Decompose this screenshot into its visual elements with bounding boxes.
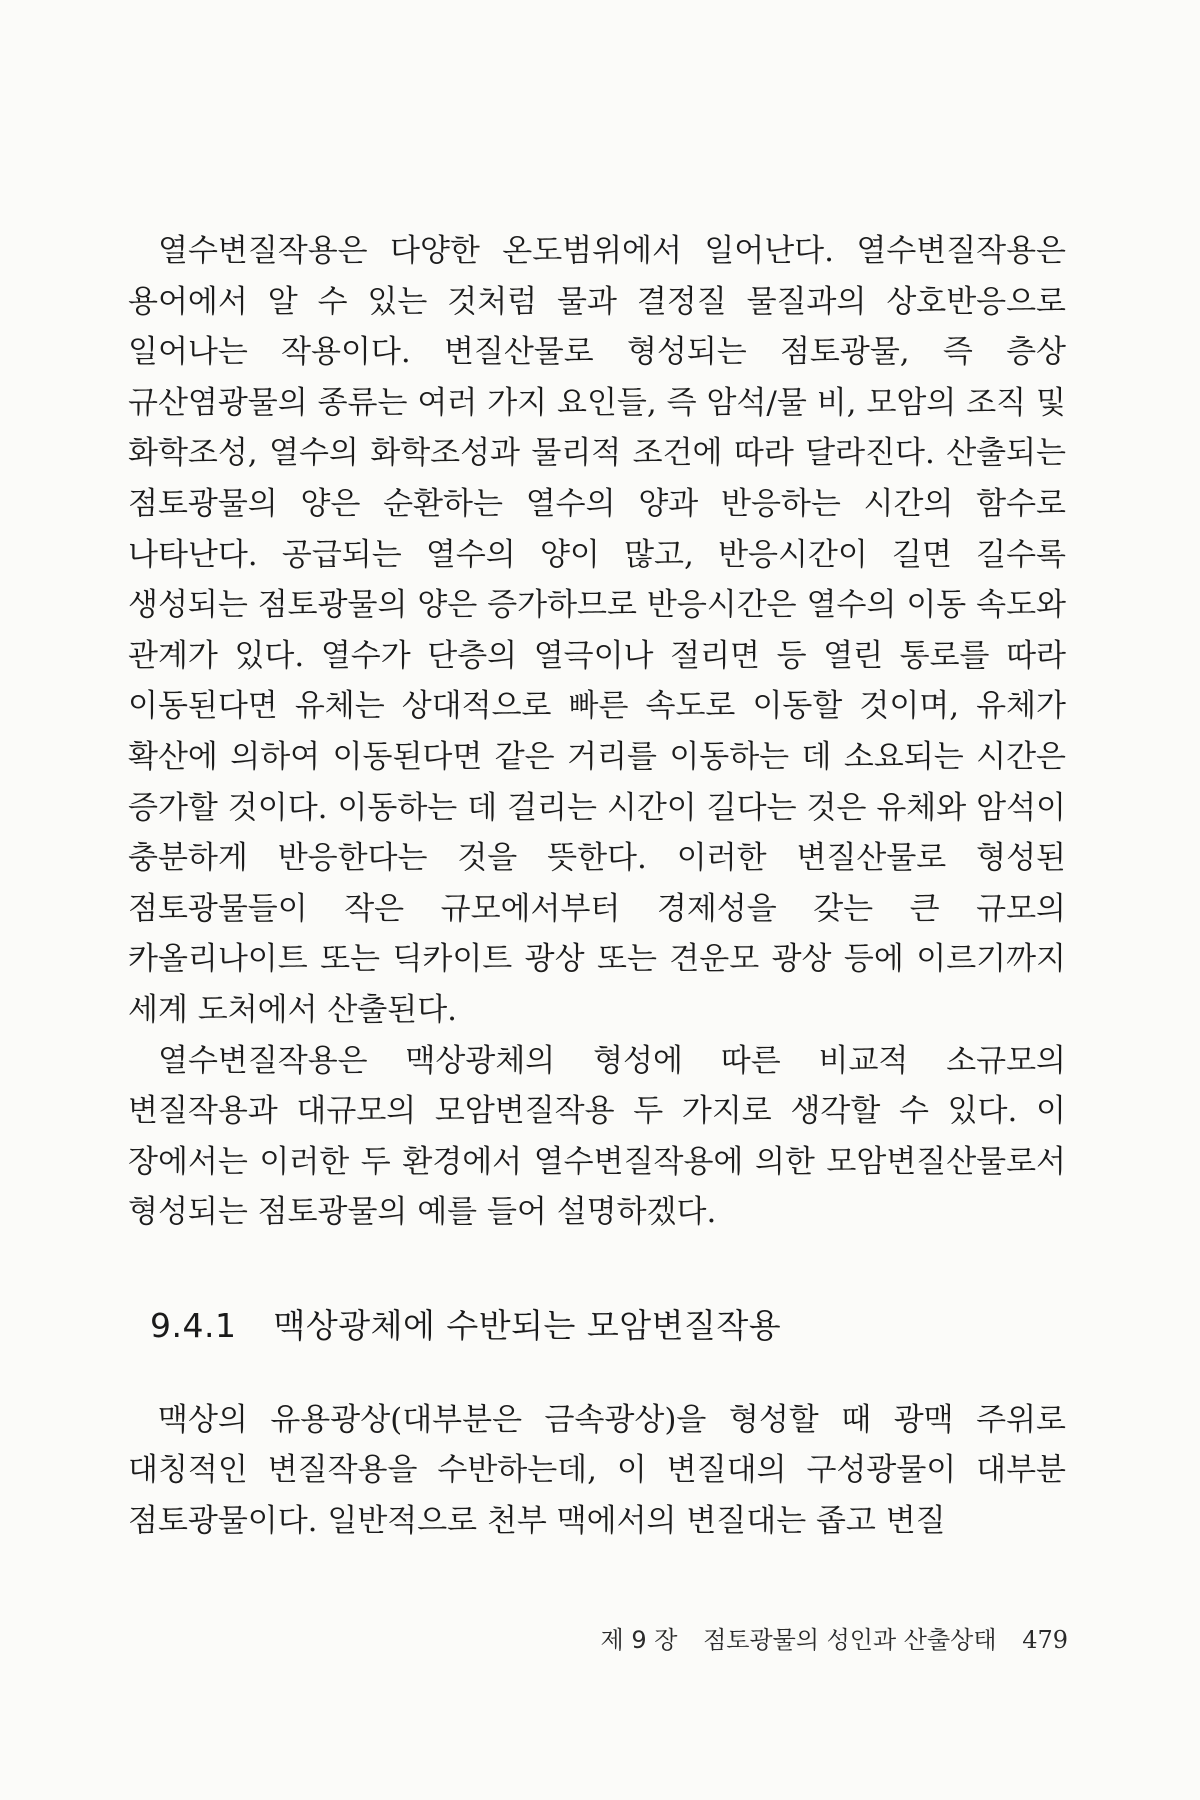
footer-chapter: 제 9 장 bbox=[600, 1626, 678, 1654]
page-footer bbox=[601, 1620, 1068, 1655]
section-number: 9.4.1 bbox=[150, 1305, 237, 1345]
paragraph-vein-alteration: 맥상의 유용광상(대부분은 금속광상)을 형성할 때 광맥 주위로 대칭적인 변질작용을 수반하는데, 이 변질대의 구성광물이 대부분 점토광물이다. 일반적으로 천부 맥에서의 변질대는 좁고 변질 bbox=[128, 1401, 1066, 1540]
section-title: 맥상광체에 수반되는 모암변질작용 bbox=[273, 1305, 782, 1345]
footer-title: 점토광물의 성인과 산출상태 bbox=[703, 1626, 997, 1654]
page-body bbox=[128, 226, 1066, 1547]
section-paragraphs bbox=[128, 1395, 1066, 1547]
section-heading bbox=[150, 1300, 1066, 1347]
intro-paragraphs bbox=[128, 226, 1066, 1238]
paragraph-alteration-types: 열수변질작용은 맥상광체의 형성에 따른 비교적 소규모의 변질작용과 대규모의 모암변질작용 두 가지로 생각할 수 있다. 이 장에서는 이러한 두 환경에서 열수변질작용에 의한 모암변질산물로서 형성되는 점토광물의 예를 들어 설명하겠다. bbox=[128, 1042, 1066, 1231]
page-number: 479 bbox=[1022, 1626, 1068, 1654]
paragraph-hydrothermal-alteration: 열수변질작용은 다양한 온도범위에서 일어난다. 열수변질작용은 용어에서 알 수 있는 것처럼 물과 결정질 물질과의 상호반응으로 일어나는 작용이다. 변질산물로 형성되는 점토광물, 즉 층상 규산염광물의 종류는 여러 가지 요인들, 즉 암석/물 비, 모암의 조직 및 화학조성, 열수의 화학조성과 물리적 조건에 따라 달라진다. 산출되는 점토광물의 양은 순환하는 열수의 양과 반응하는 시간의 함수로 나타난다. 공급되는 열수의 양이 많고, 반응시간이 길면 길수록 생성되는 점토광물의 양은 증가하므로 반응시간은 열수의 이동 속도와 관계가 있다. 열수가 단층의 열극이나 절리면 등 열린 통로를 따라 이동된다면 유체는 상대적으로 빠른 속도로 이동할 것이며, 유체가 확산에 의하여 이동된다면 같은 거리를 이동하는 데 소요되는 시간은 증가할 것이다. 이동하는 데 걸리는 시간이 길다는 것은 유체와 암석이 충분하게 반응한다는 것을 뜻한다. 이러한 변질산물로 형성된 점토광물들이 작은 규모에서부터 경제성을 갖는 큰 규모의 카올리나이트 또는 딕카이트 광상 또는 견운모 광상 등에 이르기까지 세계 도처에서 산출된다. bbox=[128, 233, 1066, 1028]
